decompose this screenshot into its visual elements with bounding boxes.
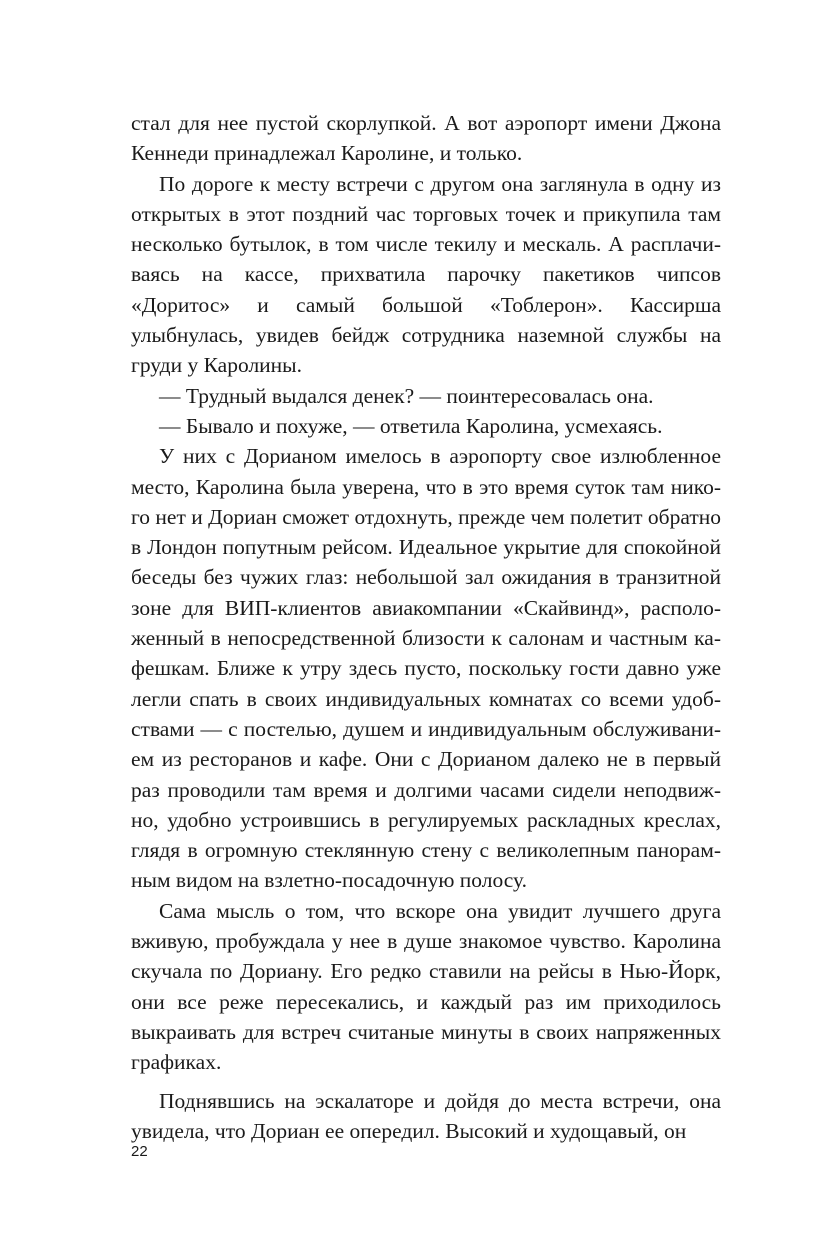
dialogue-line-2: — Бывало и похуже, — ответила Каролина, усмехаясь. (159, 413, 663, 438)
body-text (131, 108, 721, 1146)
dialogue-line-1: — Трудный выдался денек? — поинтересовалась она. (159, 383, 654, 408)
paragraph-2: По дороге к месту встречи с другом она заглянула в одну из открытых в этот поздний час торговых точек и прикупила там несколько бутылок, в том числе текилу и мескаль. А расплачиваясь на кассе, прихватила парочку пакетиков чипсов «Доритос» и самый большой «Тоблерон». Кассирша улыбнулась, увидев бейдж сотрудника наземной службы на груди у Каролины. (131, 171, 721, 378)
paragraph-3: У них с Дорианом имелось в аэропорту свое излюбленное место, Каролина была уверена, что в это время суток там никого нет и Дориан сможет отдохнуть, прежде чем полетит обратно в Лондон попутным рейсом. Идеальное укрытие для спокойной беседы без чужих глаз: небольшой зал ожидания в транзитной зоне для ВИП-клиентов авиакомпании «Скайвинд», расположенный в непосредственной близости к салонам и частным кафешкам. Ближе к утру здесь пусто, поскольку гости давно уже легли спать в своих индивидуальных комнатах со всеми удобствами — с постелью, душем и индивидуальным обслуживанием из ресторанов и кафе. Они с Дорианом далеко не в первый раз проводили там время и долгими часами сидели неподвижно, удобно устроившись в регулируемых раскладных креслах, глядя в огромную стеклянную стену с великолепным панорамным видом на взлетно-посадочную полосу. (131, 444, 721, 893)
page-number: 22 (131, 1143, 148, 1160)
paragraph-5: Поднявшись на эскалаторе и дойдя до места встречи, она увидела, что Дориан ее опередил. Высокий и худощавый, он (131, 1088, 721, 1143)
paragraph-4: Сама мысль о том, что вскоре она увидит лучшего друга вживую, пробуждала у нее в душе знакомое чувство. Каролина скучала по Дориану. Его редко ставили на рейсы в Нью-Йорк, они все реже пересекались, и каждый раз им приходилось выкраивать для встреч считаные минуты в своих напряженных графиках. (131, 898, 721, 1075)
paragraph-1: стал для нее пустой скорлупкой. А вот аэропорт имени Джона Кеннеди принадлежал Каролине, и только. (131, 111, 721, 166)
